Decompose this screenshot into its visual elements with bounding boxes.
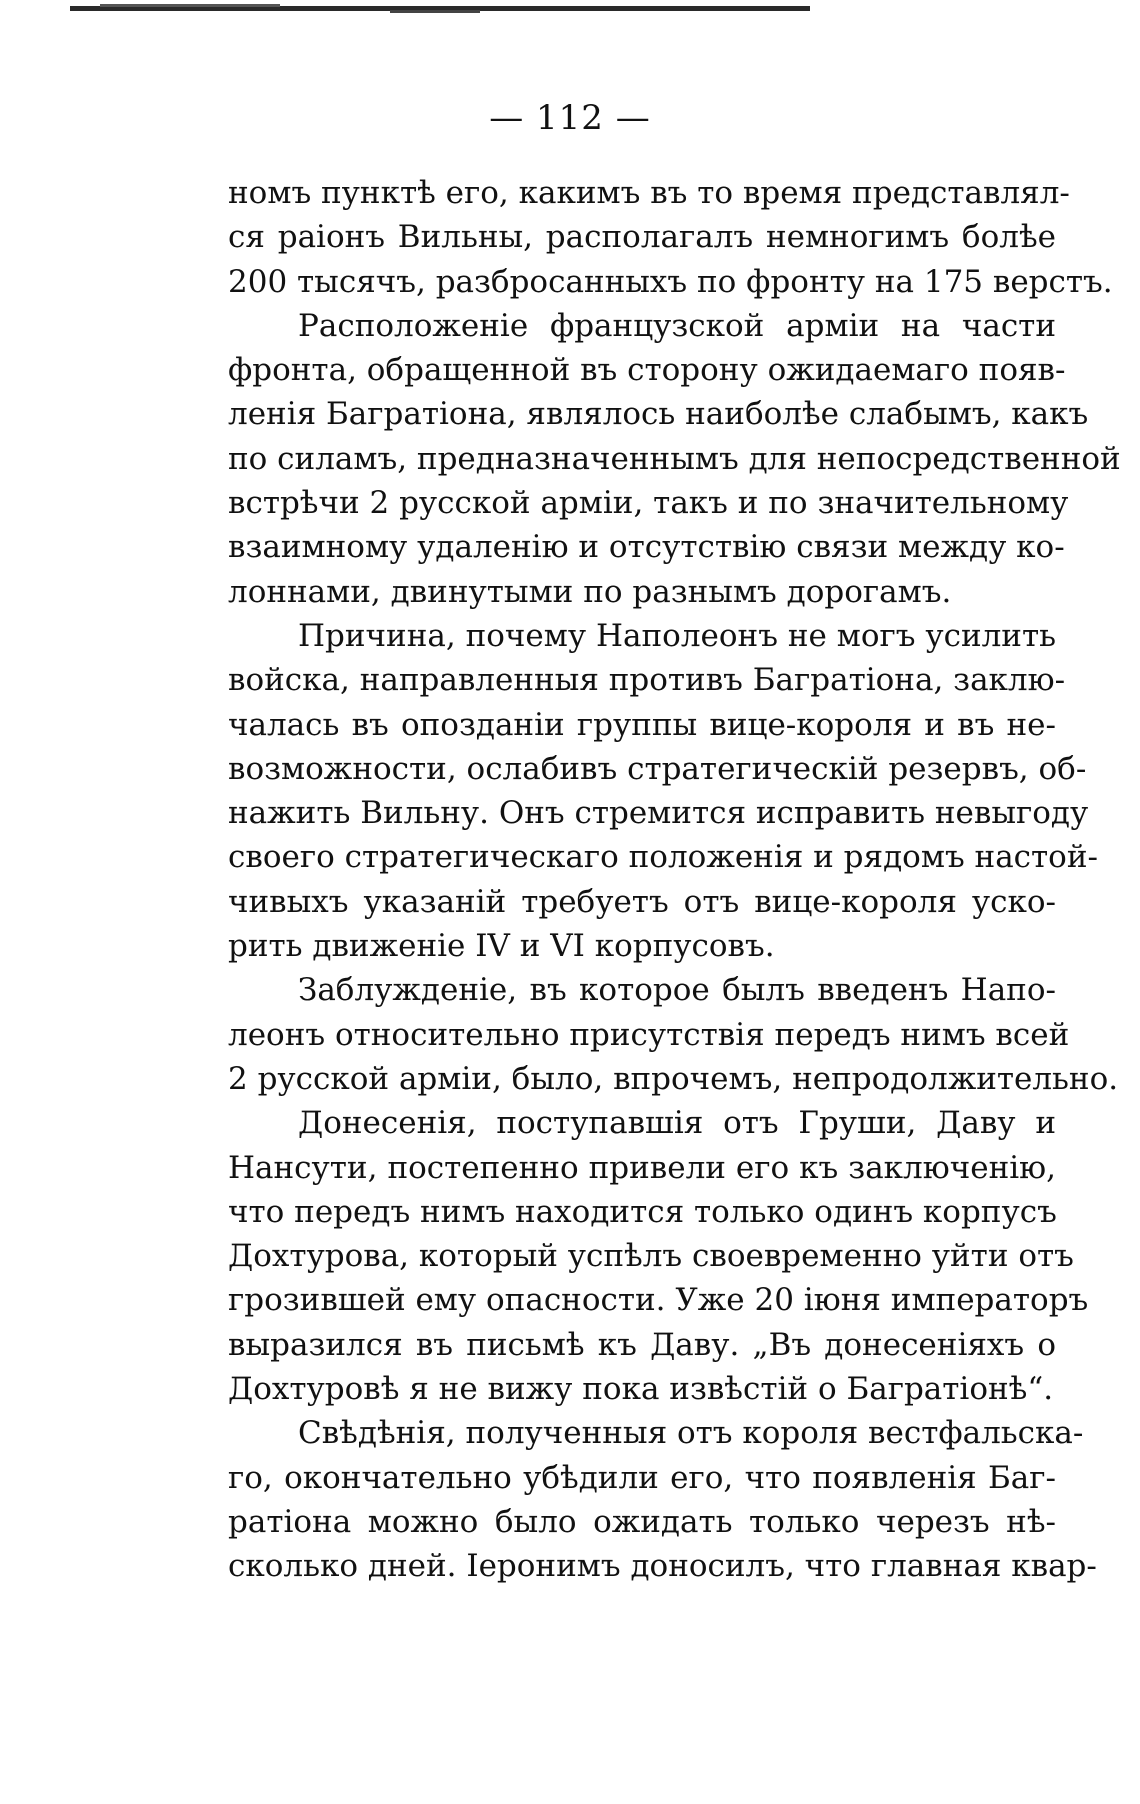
- page-body: [228, 171, 1121, 1589]
- text-line: возможности, ослабивъ стратегическій резервъ, об-: [228, 750, 1087, 787]
- text-line: лоннами, двинутыми по разнымъ дорогамъ.: [228, 573, 952, 610]
- text-line: своего стратегическаго положенія и рядомъ настой-: [228, 839, 1098, 876]
- text-line: чивыхъ указаній требуетъ отъ вице-короля уско-: [228, 883, 1056, 920]
- text-line: 200 тысячъ, разбросанныхъ по фронту на 175 верстъ.: [228, 263, 1113, 300]
- text-line: что передъ нимъ находится только одинъ корпусъ: [228, 1193, 1057, 1230]
- paragraph: [228, 1101, 1089, 1411]
- text-line: встрѣчи 2 русской арміи, такъ и по значительному: [228, 485, 1069, 522]
- text-line: ся раіонъ Вильны, располагалъ немногимъ болѣе: [228, 219, 1056, 256]
- text-line: Расположеніе французской арміи на части: [298, 307, 1056, 344]
- text-line: ленія Багратіона, являлось наиболѣе слабымъ, какъ: [228, 396, 1089, 433]
- text-line: выразился въ письмѣ къ Даву. „Въ донесеніяхъ о: [228, 1326, 1056, 1363]
- paragraph: [228, 171, 1113, 304]
- text-line: Свѣдѣнія, полученныя отъ короля вестфальска-: [298, 1415, 1084, 1452]
- text-line: леонъ относительно присутствія передъ нимъ всей: [228, 1016, 1070, 1053]
- text-line: фронта, обращенной въ сторону ожидаемаго появ-: [228, 352, 1066, 389]
- text-line: Донесенія, поступавшія отъ Груши, Даву и: [298, 1105, 1056, 1142]
- text-line: Заблужденіе, въ которое былъ введенъ Напо-: [298, 972, 1056, 1009]
- text-line: го, окончательно убѣдили его, что появленія Баг-: [228, 1459, 1056, 1496]
- text-line: номъ пунктѣ его, какимъ въ то время представлял-: [228, 175, 1070, 211]
- text-line: 2 русской арміи, было, впрочемъ, непродолжительно.: [228, 1060, 1119, 1097]
- text-line: Нансути, постепенно привели его къ заключенію,: [228, 1149, 1056, 1186]
- scan-edge-mark: [70, 4, 810, 14]
- paragraph: [228, 968, 1119, 1101]
- text-line: взаимному удаленію и отсутствію связи между ко-: [228, 529, 1065, 566]
- text-line: Дохтуровѣ я не вижу пока извѣстій о Багратіонѣ“.: [228, 1371, 1054, 1408]
- text-line: Дохтурова, который успѣлъ своевременно уйти отъ: [228, 1238, 1074, 1275]
- text-line: Причина, почему Наполеонъ не могъ усилить: [298, 617, 1056, 654]
- text-line: войска, направленныя противъ Багратіона, заклю-: [228, 662, 1066, 699]
- text-line: грозившей ему опасности. Уже 20 іюня императоръ: [228, 1282, 1089, 1319]
- text-line: по силамъ, предназначеннымъ для непосредственной: [228, 440, 1121, 477]
- paragraph: [228, 1411, 1097, 1588]
- page-number: — 112 —: [489, 98, 651, 138]
- text-line: сколько дней. Іеронимъ доносилъ, что главная квар-: [228, 1548, 1097, 1585]
- text-line: нажить Вильну. Онъ стремится исправить невыгоду: [228, 795, 1089, 832]
- text-line: ратіона можно было ожидать только черезъ нѣ-: [228, 1503, 1056, 1540]
- paragraph: [228, 614, 1098, 968]
- text-line: рить движеніе IV и VI корпусовъ.: [228, 928, 775, 965]
- text-line: чалась въ опозданіи группы вице-короля и въ не-: [228, 706, 1056, 743]
- paragraph: [228, 304, 1121, 614]
